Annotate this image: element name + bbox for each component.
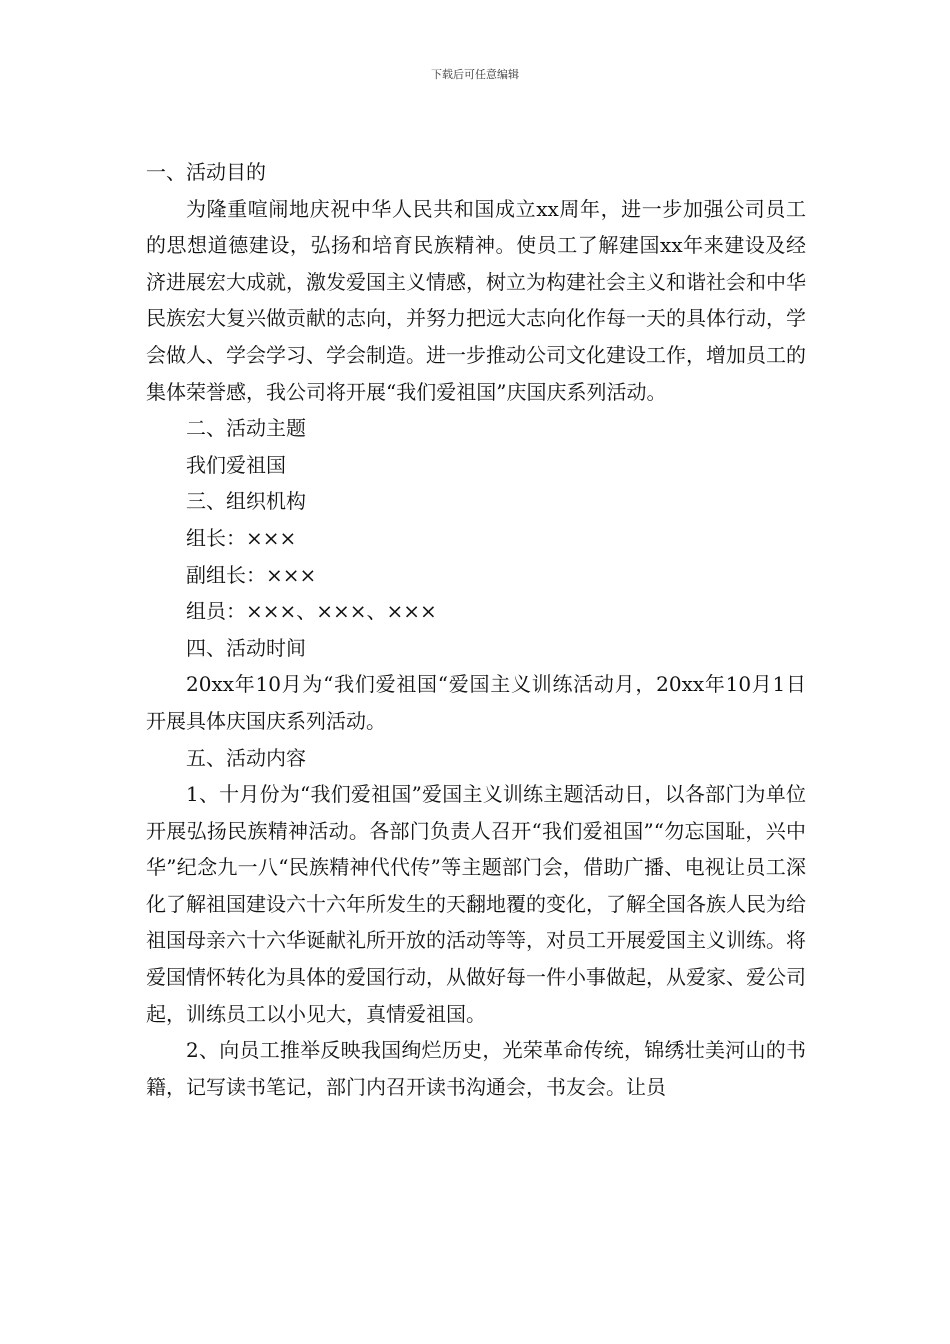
paragraph-purpose: 为隆重喧闹地庆祝中华人民共和国成立xx周年，进一步加强公司员工的思想道德建设，弘扬和培育民族精神。使员工了解建国xx年来建设及经济进展宏大成就，激发爱国主义情感，树立为构建社会主义和谐社会和中华民族宏大复兴做贡献的志向，并努力把远大志向化作每一天的具体行动，学会做人、学会学习、学会制造。进一步推动公司文化建设工作，增加员工的集体荣誉感，我公司将开展“我们爱祖国”庆国庆系列活动。 [146,196,806,404]
paragraph-content-2: 2、向员工推举反映我国绚烂历史，光荣革命传统，锦绣壮美河山的书籍，记写读书笔记，部门内召开读书沟通会，书友会。让员 [146,1038,806,1099]
leader-line: 组长：××× [186,525,297,550]
paragraph-time: 20xx年10月为“我们爱祖国“爱国主义训练活动月，20xx年10月1日开展具体庆国庆系列活动。 [146,672,806,733]
deputy-leader-line: 副组长：××× [186,562,317,587]
members-line: 组员：×××、×××、××× [186,599,437,624]
theme-text: 我们爱祖国 [186,452,286,477]
page-header: 下载后可任意编辑 [431,68,519,81]
section-heading-theme: 二、活动主题 [186,416,306,441]
section-heading-content: 五、活动内容 [186,745,306,770]
section-heading-time: 四、活动时间 [186,635,306,660]
section-heading-purpose: 一、活动目的 [146,160,266,184]
paragraph-content-1: 1、十月份为“我们爱祖国”爱国主义训练主题活动日，以各部门为单位开展弘扬民族精神活动。各部门负责人召开“我们爱祖国”“勿忘国耻，兴中华”纪念九一八“民族精神代代传”等主题部门会，借助广播、电视让员工深化了解祖国建设六十六年所发生的天翻地覆的变化，了解全国各族人民为给祖国母亲六十六华诞献礼所开放的活动等等，对员工开展爱国主义训练。将爱国情怀转化为具体的爱国行动，从做好每一件小事做起，从爱家、爱公司起，训练员工以小见大，真情爱祖国。 [146,782,806,1026]
document-body [146,154,806,1105]
section-heading-organization: 三、组织机构 [186,489,306,514]
